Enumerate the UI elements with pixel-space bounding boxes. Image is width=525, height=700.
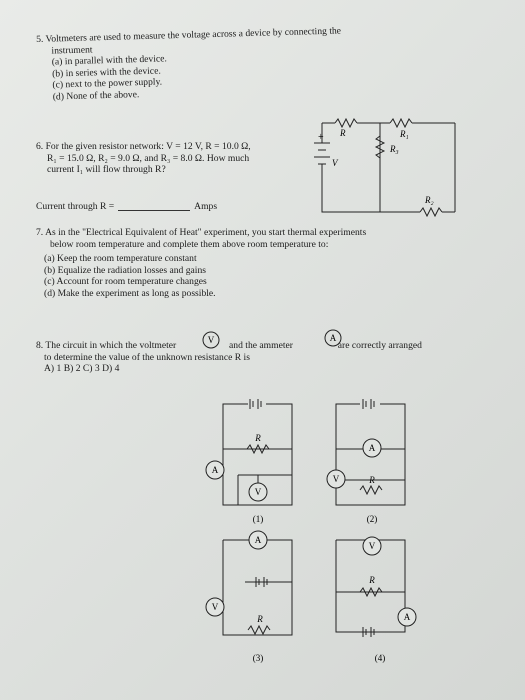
circuit-1-resistor-label: R [255,433,261,443]
voltmeter-symbol-letter: V [207,335,215,345]
q6-line-3: current I₁ will flow through R? [47,164,166,176]
q6-label-R3: R₃ [390,144,399,154]
circuit-3-ammeter-letter: A [254,535,262,545]
q8-part-3: are correctly arranged [337,340,422,351]
circuit-1-voltmeter-letter: V [254,487,262,497]
circuit-2-resistor-label: R [369,475,375,485]
q6-label-V: V [332,158,338,168]
q7-option-b: (b) Equalize the radiation losses and gains [44,264,206,276]
circuit-4-ammeter-letter: A [403,612,411,622]
circuit-1-caption: (1) [252,514,264,524]
resistor [248,626,270,634]
q5-stem: 5. Voltmeters are used to measure the voltage across a device by connecting the [36,25,342,45]
q8-choices: A) 1 B) 2 C) 3 D) 4 [44,363,120,375]
circuit-2-voltmeter-letter: V [332,474,340,484]
q7-option-c: (c) Account for room temperature changes [44,276,207,288]
circuit-4-voltmeter-letter: V [368,541,376,551]
q5-option-d: (d) None of the above. [52,89,140,103]
circuit-2-ammeter-letter: A [368,443,376,453]
q6-answer-unit: Amps [194,201,218,212]
q8-part-1: 8. The circuit in which the voltmeter [36,340,177,351]
q6-label-R1: R₁ [400,129,409,139]
q5-option-b: (b) in series with the device. [51,65,161,80]
q6-line-1: 6. For the given resistor network: V = 12 V, R = 10.0 Ω, [36,141,251,152]
circuit-1-ammeter-letter: A [211,465,219,475]
q7-line-1: 7. As in the "Electrical Equivalent of Heat" experiment, you start thermal experiments [36,227,367,238]
circuit-3-caption: (3) [252,653,264,663]
q5-option-a: (a) in parallel with the device. [51,53,167,68]
q6-label-R2: R₂ [425,195,434,205]
q5-option-c: (c) next to the power supply. [52,76,163,91]
q7-option-d: (d) Make the experiment as long as possible. [44,287,216,299]
q7-line-2: below room temperature and complete them above room temperature to: [50,238,329,250]
ammeter-symbol-letter: A [329,333,337,343]
q6-label-R: R [340,128,346,138]
q6-answer-label: Current through R = [36,201,115,212]
circuit-2-caption: (2) [366,514,378,524]
q8-line-2: to determine the value of the unknown resistance R is [44,351,250,363]
circuit-4-caption: (4) [374,653,386,663]
q7-option-a: (a) Keep the room temperature constant [44,253,197,265]
q8-part-2: and the ammeter [229,340,293,351]
q6-label-plus: + [318,132,324,143]
q6-line-2: R₁ = 15.0 Ω, R₂ = 9.0 Ω, and R₃ = 8.0 Ω. How much [47,152,250,164]
circuit-4-resistor-label: R [369,575,375,585]
circuit-3-voltmeter-letter: V [211,602,219,612]
circuit-3-resistor-label: R [257,614,263,624]
q5-stem-cont: instrument [51,44,93,57]
resistor [360,486,382,494]
